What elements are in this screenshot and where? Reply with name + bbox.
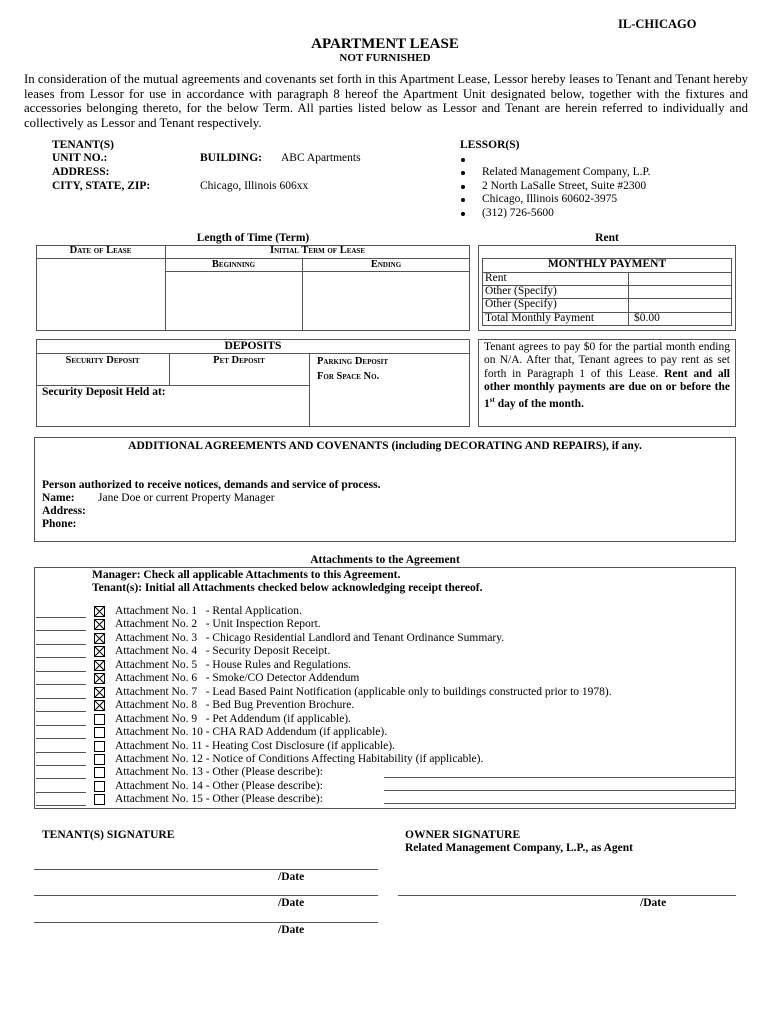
- lessor-line: 2 North LaSalle Street, Suite #2300: [482, 180, 647, 192]
- additional-agreements-heading: ADDITIONAL AGREEMENTS AND COVENANTS (including DECORATING AND REPAIRS), if any.: [128, 440, 642, 452]
- attachment-label: Attachment No. 5 - House Rules and Regulations.: [115, 658, 352, 671]
- page-title: APARTMENT LEASE: [311, 36, 459, 52]
- partial-rent-text: Tenant agrees to pay $0 for the partial month ending on N/A. After that, Tenant agrees to pay rent as set forth in Paragraph 1 of this Lease. Rent and all other monthly payments are due on or before the 1st day of the month.: [484, 341, 730, 411]
- initial-term-header: Initial Term of Lease: [269, 245, 365, 256]
- attachment-label: Attachment No. 4 - Security Deposit Receipt.: [115, 645, 331, 658]
- attachment-checkbox[interactable]: [94, 781, 105, 792]
- owner-date-label: /Date: [640, 897, 667, 909]
- rent-row-label: Other (Specify): [485, 285, 557, 297]
- tenant-signature-label: TENANT(S) SIGNATURE: [42, 829, 175, 841]
- attachment-initial-line[interactable]: [36, 725, 86, 726]
- attachment-initial-line[interactable]: [36, 738, 86, 739]
- owner-signature-line[interactable]: [398, 895, 736, 896]
- attachment-checkbox[interactable]: [94, 741, 105, 752]
- bullet-icon: [461, 171, 465, 175]
- city-state-zip-label: CITY, STATE, ZIP:: [52, 180, 151, 192]
- lessor-label: LESSOR(S): [460, 139, 520, 151]
- tenant-signature-line[interactable]: [34, 922, 378, 923]
- beginning-header: Beginning: [211, 259, 256, 270]
- rent-row-label: Rent: [485, 272, 507, 284]
- attachment-label: Attachment No. 6 - Smoke/CO Detector Addendum: [115, 672, 360, 685]
- total-monthly-payment-value: $0.00: [634, 312, 660, 324]
- building-label: BUILDING:: [200, 152, 262, 164]
- attachment-label: Attachment No. 8 - Bed Bug Prevention Brochure.: [115, 699, 355, 712]
- term-heading: Length of Time (Term): [196, 232, 310, 244]
- pet-deposit-header: Pet Deposit: [213, 355, 265, 366]
- attachment-checkbox[interactable]: [94, 619, 105, 630]
- lessor-line: (312) 726-5600: [482, 207, 554, 219]
- attachment-label: Attachment No. 12 - Notice of Conditions Affecting Habitability (if applicable).: [115, 752, 484, 765]
- attachment-initial-line[interactable]: [36, 711, 86, 712]
- name-label: Name:: [42, 492, 75, 504]
- manager-instruction: Manager: Check all applicable Attachments to this Agreement.: [92, 569, 401, 581]
- attachment-label: Attachment No. 10 - CHA RAD Addendum (if applicable).: [115, 726, 388, 739]
- tenant-instruction: Tenant(s): Initial all Attachments checked below acknowledging receipt thereof.: [92, 582, 483, 594]
- lessor-line: Related Management Company, L.P.: [482, 166, 651, 178]
- attachment-label: Attachment No. 2 - Unit Inspection Report.: [115, 618, 321, 631]
- attachment-checkbox[interactable]: [94, 687, 105, 698]
- attachment-label: Attachment No. 11 - Heating Cost Disclosure (if applicable).: [115, 739, 395, 752]
- attachment-checkbox[interactable]: [94, 794, 105, 805]
- attachment-checkbox[interactable]: [94, 754, 105, 765]
- bullet-icon: [461, 185, 465, 189]
- attachment-initial-line[interactable]: [36, 805, 86, 806]
- attachment-checkbox[interactable]: [94, 700, 105, 711]
- attachments-heading: Attachments to the Agreement: [310, 554, 460, 566]
- attachment-checkbox[interactable]: [94, 633, 105, 644]
- date-label: /Date: [278, 871, 305, 883]
- date-of-lease-header: Date of Lease: [69, 245, 132, 256]
- monthly-payment-header: MONTHLY PAYMENT: [547, 258, 667, 270]
- rent-row-label: Total Monthly Payment: [485, 312, 595, 324]
- attachment-initial-line[interactable]: [36, 644, 86, 645]
- attachment-initial-line[interactable]: [36, 671, 86, 672]
- parking-space-header: For Space No.: [317, 371, 380, 382]
- attachment-initial-line[interactable]: [36, 778, 86, 779]
- attachment-checkbox[interactable]: [94, 606, 105, 617]
- owner-agent-label: Related Management Company, L.P., as Agent: [405, 842, 633, 854]
- parking-deposit-header: Parking Deposit: [317, 356, 389, 367]
- intro-paragraph: In consideration of the mutual agreements and covenants set forth in this Apartment Lease, Lessor hereby leases to Tenant and Tenant hereby leases from Lessor for use in accordance with paragraph 8 hereof the Apartment Unit designated below, together with the fixtures and accessories belonging thereto, for the below Term. All parties listed below as Lessor and Tenant are herein referred to individually and collectively as Lessor and Tenant respectively.: [24, 72, 748, 130]
- address-label: ADDRESS:: [52, 166, 110, 178]
- attachment-label: Attachment No. 9 - Pet Addendum (if applicable).: [115, 712, 352, 725]
- attachment-checkbox[interactable]: [94, 660, 105, 671]
- owner-signature-label: OWNER SIGNATURE: [405, 829, 521, 841]
- attachment-checkbox[interactable]: [94, 646, 105, 657]
- notice-address-label: Address:: [42, 505, 86, 517]
- date-label: /Date: [278, 897, 305, 909]
- attachment-label: Attachment No. 1 - Rental Application.: [115, 605, 302, 617]
- attachment-initial-line[interactable]: [36, 765, 86, 766]
- tenant-signature-line[interactable]: [34, 895, 378, 896]
- bullet-icon: [461, 212, 465, 216]
- rent-row-label: Other (Specify): [485, 298, 557, 310]
- attachment-label: Attachment No. 15 - Other (Please describe):: [115, 793, 323, 806]
- attachment-initial-line[interactable]: [36, 792, 86, 793]
- attachment-initial-line[interactable]: [36, 698, 86, 699]
- attachment-initial-line[interactable]: [36, 752, 86, 753]
- security-deposit-held-label: Security Deposit Held at:: [42, 386, 166, 398]
- building-value: ABC Apartments: [281, 152, 361, 164]
- name-value: Jane Doe or current Property Manager: [98, 492, 275, 504]
- attachment-initial-line[interactable]: [36, 657, 86, 658]
- tenants-label: TENANT(S): [52, 139, 114, 151]
- city-state-zip-value: Chicago, Illinois 606xx: [200, 180, 309, 192]
- notice-person-label: Person authorized to receive notices, demands and service of process.: [42, 479, 381, 491]
- deposits-heading: DEPOSITS: [224, 340, 282, 352]
- attachment-label: Attachment No. 14 - Other (Please describe):: [115, 779, 323, 792]
- attachment-initial-line[interactable]: [36, 684, 86, 685]
- attachment-checkbox[interactable]: [94, 727, 105, 738]
- attachment-label: Attachment No. 13 - Other (Please describe):: [115, 766, 323, 779]
- date-label: /Date: [278, 924, 305, 936]
- notice-phone-label: Phone:: [42, 518, 77, 530]
- attachment-label: Attachment No. 3 - Chicago Residential Landlord and Tenant Ordinance Summary.: [115, 631, 505, 644]
- attachment-initial-line[interactable]: [36, 630, 86, 631]
- page-subtitle: NOT FURNISHED: [339, 52, 431, 64]
- state-code: IL-CHICAGO: [618, 17, 697, 31]
- bullet-icon: [461, 158, 465, 162]
- attachment-checkbox[interactable]: [94, 767, 105, 778]
- attachment-checkbox[interactable]: [94, 673, 105, 684]
- security-deposit-header: Security Deposit: [65, 355, 140, 366]
- attachment-checkbox[interactable]: [94, 714, 105, 725]
- lessor-line: Chicago, Illinois 60602-3975: [482, 193, 618, 205]
- tenant-signature-line[interactable]: [34, 869, 378, 870]
- attachment-initial-line[interactable]: [36, 617, 86, 618]
- ending-header: Ending: [370, 259, 402, 270]
- attachment-label: Attachment No. 7 - Lead Based Paint Notification (applicable only to buildings constructed prior to 1978).: [115, 685, 612, 698]
- bullet-icon: [461, 198, 465, 202]
- rent-heading: Rent: [595, 232, 619, 244]
- unit-label: UNIT NO.:: [52, 152, 108, 164]
